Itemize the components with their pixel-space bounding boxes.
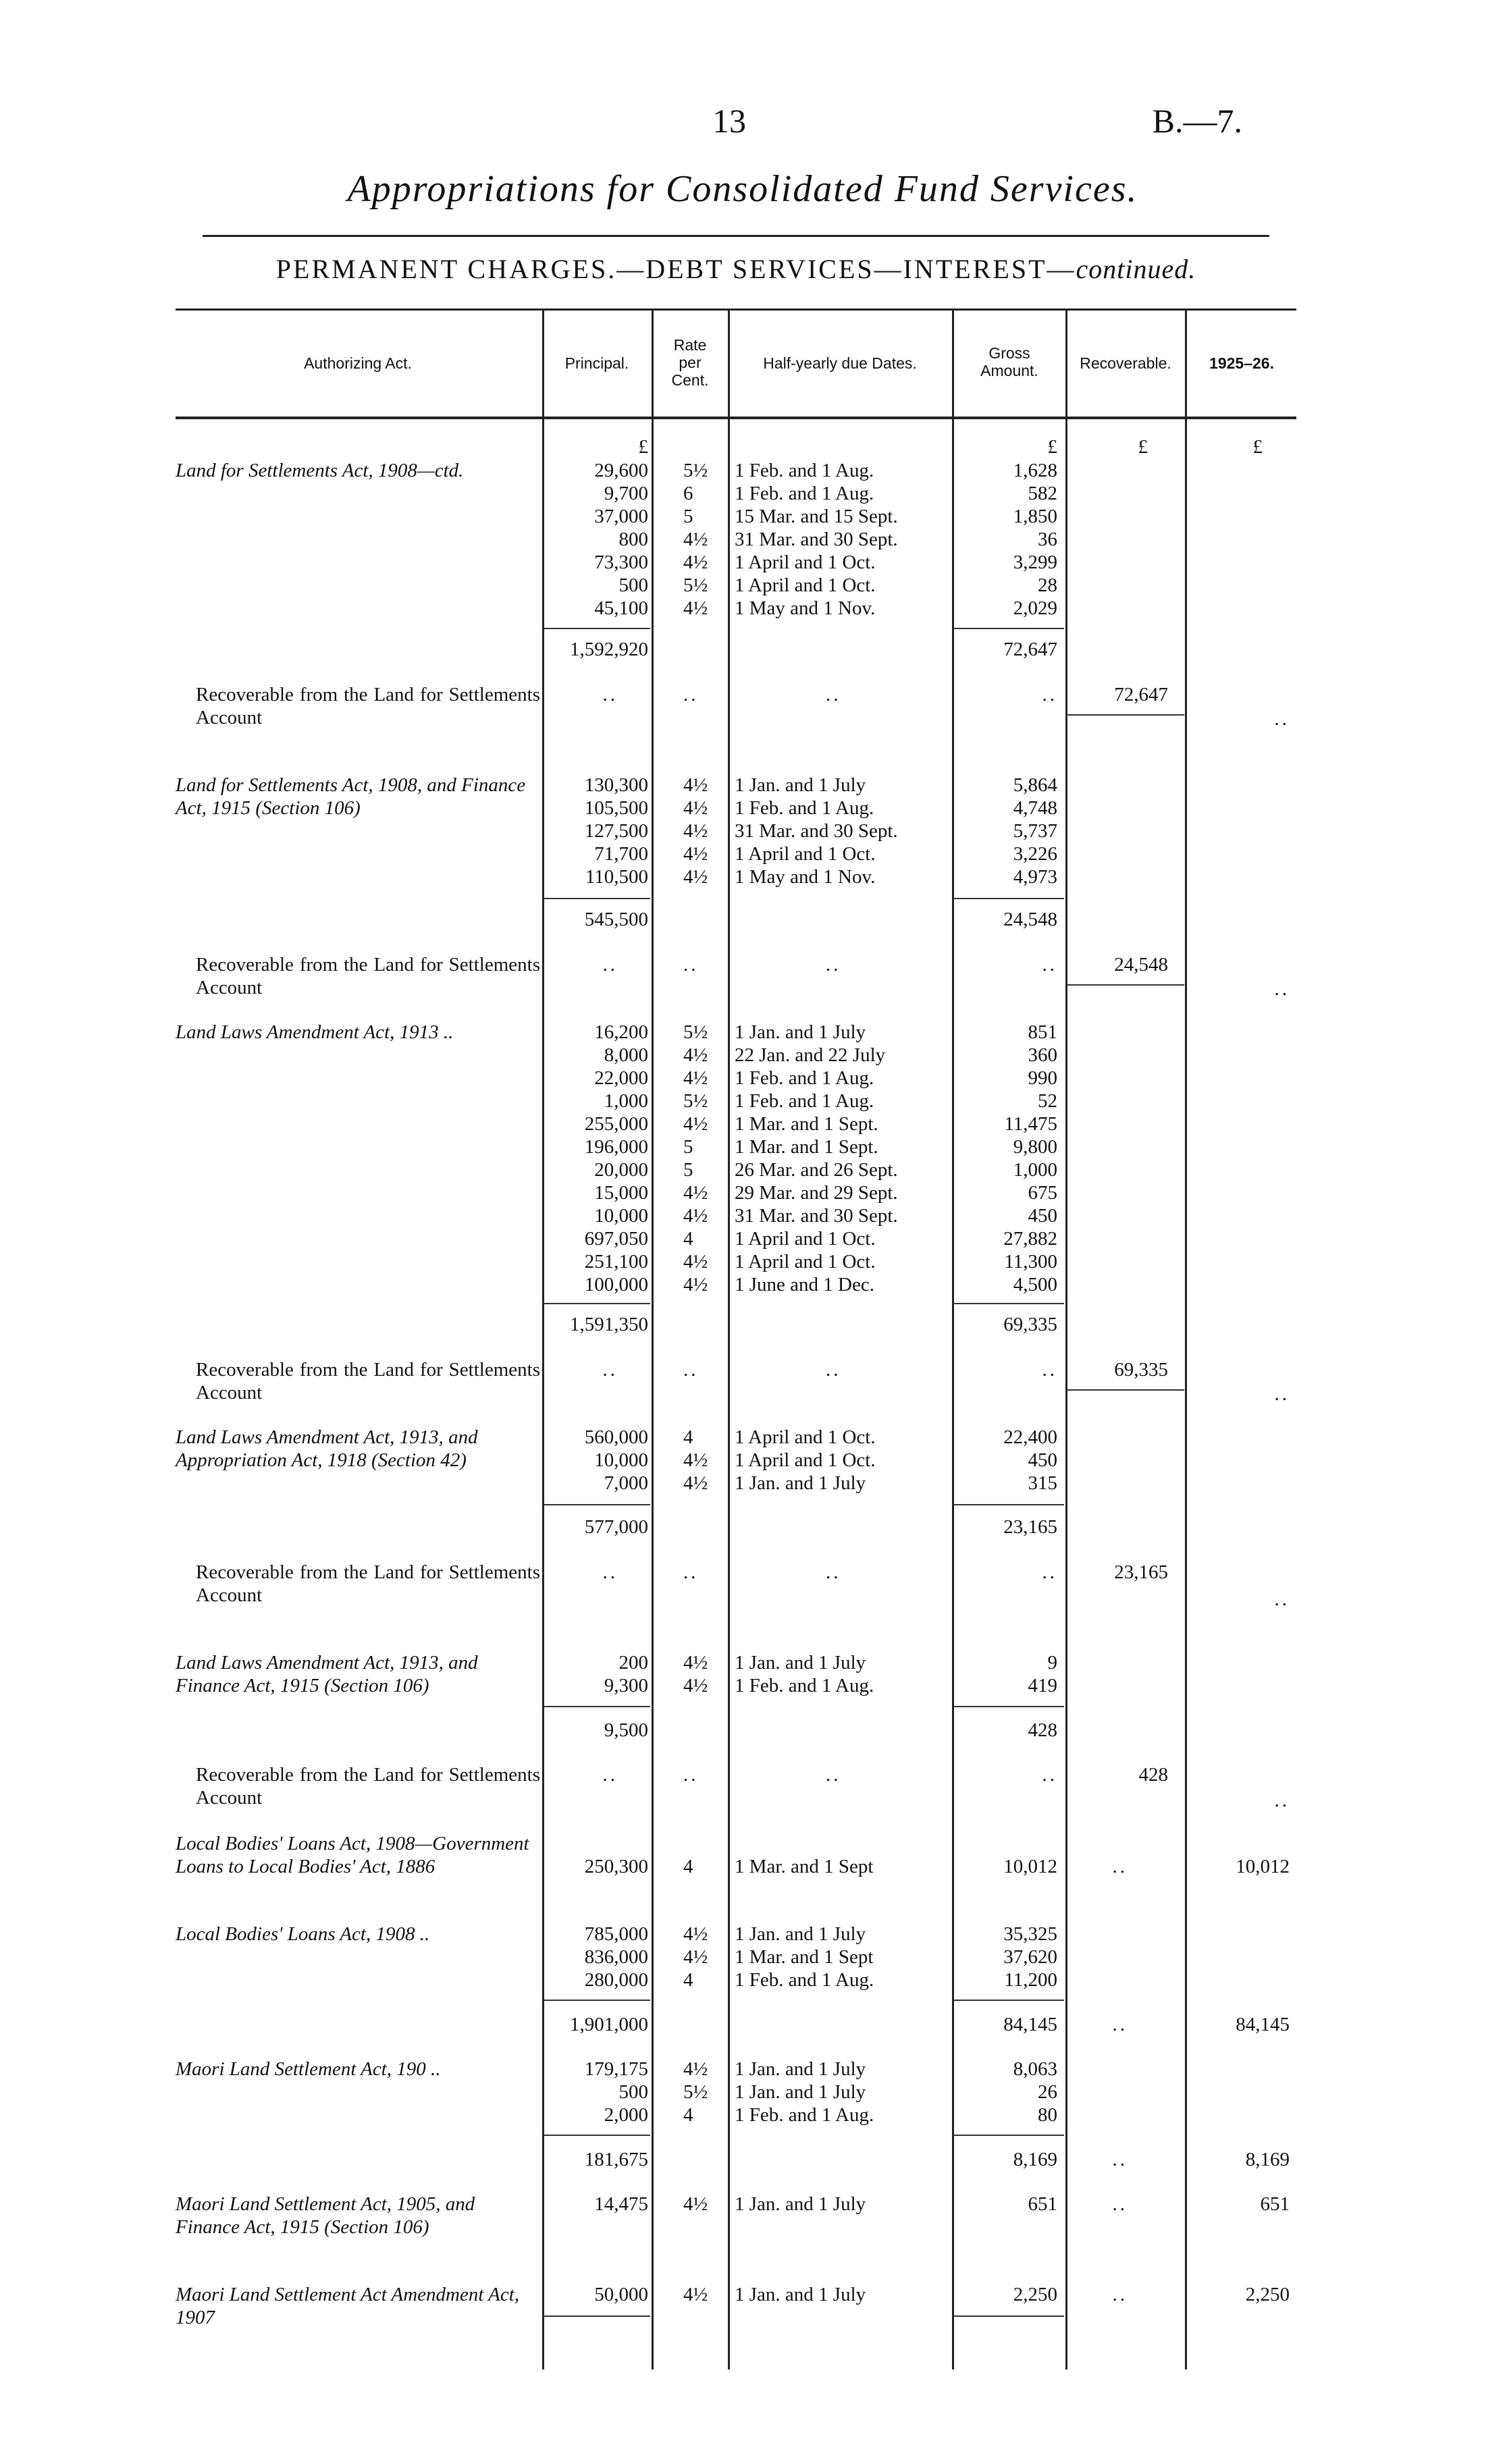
- cell-value: 15 Mar. and 15 Sept.: [735, 506, 898, 527]
- gross-value: 10,012: [1003, 1856, 1057, 1877]
- cell-value: 4½: [683, 1205, 708, 1227]
- cell-value: 9,800: [1013, 1136, 1057, 1158]
- total-rule: [953, 1706, 1064, 1707]
- cell-value: 35,325: [1003, 1923, 1057, 1945]
- section-subtitle: [189, 253, 1283, 285]
- total-rule: [544, 1504, 650, 1505]
- cell-value: 1 Jan. and 1 July: [735, 2058, 866, 2080]
- currency-principal: £: [638, 436, 648, 458]
- principal-dots: ..: [602, 954, 618, 975]
- gross-total: 8,169: [1013, 2149, 1057, 2170]
- cell-value: 1 Jan. and 1 July: [735, 1923, 866, 1945]
- recoverable-label: Recoverable from the Land for Settlements Account: [196, 1359, 540, 1403]
- column-divider: [1185, 311, 1187, 2369]
- cell-value: 4½: [683, 774, 708, 796]
- cell-value: 10,000: [594, 1205, 648, 1227]
- cell-value: 1,850: [1013, 506, 1057, 527]
- cell-value: 1 Jan. and 1 July: [735, 1472, 866, 1494]
- principal-total: 577,000: [584, 1516, 648, 1538]
- act-name: Maori Land Settlement Act Amendment Act, 1907: [176, 2284, 520, 2328]
- gross-dots: ..: [1042, 1359, 1057, 1381]
- cell-value: 1 Mar. and 1 Sept.: [735, 1136, 878, 1158]
- act-name: Local Bodies' Loans Act, 1908—Government Loans to Local Bodies' Act, 1886: [176, 1833, 529, 1877]
- cell-value: 5½: [683, 1090, 708, 1112]
- cell-value: 4½: [683, 1472, 708, 1494]
- cell-value: 29 Mar. and 29 Sept.: [735, 1182, 898, 1204]
- recoverable-amount: 428: [1138, 1764, 1168, 1786]
- cell-value: 1 Mar. and 1 Sept.: [735, 1113, 878, 1135]
- act-name: Land Laws Amendment Act, 1913, and Finance Act, 1915 (Section 106): [176, 1652, 478, 1696]
- cell-value: 5: [683, 1136, 693, 1158]
- cell-value: 5: [683, 506, 693, 527]
- col-header-recoverable: Recoverable.: [1080, 354, 1171, 372]
- cell-value: 110,500: [585, 866, 648, 888]
- col-header-principal: Principal.: [564, 354, 629, 372]
- act-name: Land for Settlements Act, 1908, and Finance Act, 1915 (Section 106): [176, 774, 526, 819]
- cell-value: 8,063: [1013, 2058, 1057, 2080]
- total-rule: [1067, 714, 1184, 716]
- cell-value: 22,000: [594, 1067, 648, 1089]
- principal-list: [544, 2058, 648, 2126]
- cell-value: 71,700: [594, 843, 648, 865]
- act-name: Land for Settlements Act, 1908—ctd.: [176, 460, 464, 481]
- cell-value: 360: [1028, 1044, 1057, 1066]
- dates-list: [735, 1426, 957, 1495]
- gross-total: 84,145: [1003, 2014, 1057, 2035]
- cell-value: 9,300: [604, 1675, 648, 1696]
- cell-value: 1 April and 1 Oct.: [735, 1251, 876, 1273]
- cell-value: 251,100: [584, 1251, 648, 1273]
- cell-value: 6: [683, 483, 693, 504]
- cell-value: 4½: [683, 1274, 708, 1295]
- cell-value: 1 Jan. and 1 July: [735, 2081, 866, 2103]
- dates-dots: ..: [826, 954, 841, 975]
- bottom-rule: [953, 2315, 1064, 2317]
- cell-value: 11,475: [1004, 1113, 1057, 1135]
- cell-value: 560,000: [584, 1426, 648, 1448]
- recoverable-dots: ..: [1112, 2284, 1128, 2305]
- total-rule: [544, 1706, 650, 1707]
- gross-list: [957, 774, 1057, 888]
- dates-dots: ..: [826, 1561, 841, 1583]
- cell-value: 785,000: [584, 1923, 648, 1945]
- rate-dots: ..: [683, 1764, 699, 1786]
- gross-dots: ..: [1042, 684, 1057, 705]
- cell-value: 15,000: [594, 1182, 648, 1204]
- cell-value: 2,000: [604, 2104, 648, 2126]
- document-reference: B.—7.: [1152, 102, 1242, 140]
- gross-total: 23,165: [1003, 1516, 1057, 1538]
- rate-value: 4½: [683, 2284, 708, 2305]
- rate-list: [683, 1923, 724, 1991]
- gross-total: 69,335: [1003, 1314, 1057, 1335]
- subtitle-continued: continued.: [1076, 254, 1196, 284]
- cell-value: 1,000: [604, 1090, 648, 1112]
- dates-value: 1 Mar. and 1 Sept: [735, 1856, 874, 1877]
- year-dots: ..: [1274, 1790, 1290, 1811]
- principal-list: [544, 459, 648, 620]
- cell-value: 10,000: [594, 1449, 648, 1471]
- total-rule: [953, 1504, 1064, 1505]
- principal-total: 1,591,350: [570, 1314, 648, 1335]
- cell-value: 45,100: [594, 597, 648, 619]
- cell-value: 500: [618, 2081, 648, 2103]
- cell-value: 1 April and 1 Oct.: [735, 1228, 876, 1250]
- recoverable-dots: ..: [1112, 2193, 1128, 2215]
- gross-list: [957, 1021, 1057, 1296]
- cell-value: 3,299: [1013, 552, 1057, 573]
- gross-list: [957, 459, 1057, 620]
- dates-list: [735, 459, 957, 620]
- recoverable-amount: 69,335: [1114, 1359, 1168, 1381]
- gross-list: [957, 1923, 1057, 1991]
- rate-dots: ..: [683, 954, 699, 975]
- gross-list: [957, 1651, 1057, 1697]
- cell-value: 9: [1047, 1652, 1057, 1673]
- principal-list: [544, 1923, 648, 1991]
- cell-value: 5½: [683, 574, 708, 596]
- cell-value: 100,000: [584, 1274, 648, 1295]
- cell-value: 28: [1038, 574, 1057, 596]
- cell-value: 4½: [683, 1652, 708, 1673]
- cell-value: 4½: [683, 866, 708, 888]
- cell-value: 1 April and 1 Oct.: [735, 1426, 876, 1448]
- cell-value: 315: [1028, 1472, 1057, 1494]
- rate-value: 4: [683, 1856, 693, 1877]
- cell-value: 5½: [683, 460, 708, 481]
- cell-value: 5,864: [1013, 774, 1057, 796]
- principal-dots: ..: [602, 1561, 618, 1583]
- act-name: Local Bodies' Loans Act, 1908 ..: [176, 1923, 430, 1945]
- column-divider: [652, 311, 654, 2369]
- recoverable-label: Recoverable from the Land for Settlements Account: [196, 1561, 540, 1606]
- cell-value: 1 Mar. and 1 Sept: [735, 1946, 874, 1968]
- rate-list: [683, 1021, 724, 1296]
- cell-value: 179,175: [584, 2058, 648, 2080]
- recoverable-amount: 23,165: [1114, 1561, 1168, 1583]
- col-header-rate: Rate per Cent.: [671, 336, 709, 389]
- cell-value: 697,050: [584, 1228, 648, 1250]
- cell-value: 1 April and 1 Oct.: [735, 843, 876, 865]
- cell-value: 1 Jan. and 1 July: [735, 1021, 866, 1043]
- rate-list: [683, 2058, 724, 2126]
- cell-value: 255,000: [584, 1113, 648, 1135]
- cell-value: 26 Mar. and 26 Sept.: [735, 1159, 898, 1181]
- cell-value: 31 Mar. and 30 Sept.: [735, 529, 898, 550]
- year-value: 10,012: [1236, 1856, 1290, 1877]
- cell-value: 22,400: [1003, 1426, 1057, 1448]
- principal-dots: ..: [602, 1764, 618, 1786]
- dates-dots: ..: [826, 1359, 841, 1381]
- cell-value: 4: [683, 2104, 693, 2126]
- recoverable-dots: ..: [1112, 2149, 1128, 2170]
- cell-value: 1 May and 1 Nov.: [735, 866, 876, 888]
- principal-total: 1,592,920: [570, 639, 648, 660]
- rate-list: [683, 774, 724, 888]
- cell-value: 1 Feb. and 1 Aug.: [735, 1067, 874, 1089]
- year-dots: ..: [1274, 1588, 1290, 1610]
- cell-value: 4: [683, 1426, 693, 1448]
- cell-value: 990: [1028, 1067, 1057, 1089]
- cell-value: 196,000: [584, 1136, 648, 1158]
- cell-value: 1,000: [1013, 1159, 1057, 1181]
- cell-value: 37,000: [594, 506, 648, 527]
- header-rule-bottom: [176, 417, 1296, 419]
- total-rule: [544, 2000, 650, 2001]
- year-value: 651: [1260, 2193, 1290, 2215]
- year-value: 2,250: [1245, 2284, 1290, 2305]
- cell-value: 20,000: [594, 1159, 648, 1181]
- year-dots: ..: [1274, 978, 1290, 1000]
- dates-list: [735, 1021, 957, 1296]
- cell-value: 4: [683, 1228, 693, 1250]
- column-divider: [728, 311, 730, 2369]
- cell-value: 1 Feb. and 1 Aug.: [735, 2104, 874, 2126]
- total-rule: [953, 2135, 1064, 2136]
- dates-list: [735, 1651, 957, 1697]
- act-name: Land Laws Amendment Act, 1913 ..: [176, 1021, 454, 1043]
- cell-value: 8,000: [604, 1044, 648, 1066]
- total-rule: [953, 898, 1064, 899]
- dates-list: [735, 1923, 957, 1991]
- cell-value: 4½: [683, 1946, 708, 1968]
- gross-total: 24,548: [1003, 909, 1057, 930]
- principal-total: 181,675: [584, 2149, 648, 2170]
- year-dots: ..: [1274, 708, 1290, 730]
- cell-value: 4½: [683, 1923, 708, 1945]
- cell-value: 4½: [683, 2058, 708, 2080]
- cell-value: 1,628: [1013, 460, 1057, 481]
- rate-list: [683, 459, 724, 620]
- total-rule: [544, 898, 650, 899]
- bottom-rule: [544, 2315, 650, 2317]
- cell-value: 4½: [683, 529, 708, 550]
- cell-value: 4½: [683, 1067, 708, 1089]
- cell-value: 4½: [683, 797, 708, 819]
- cell-value: 4½: [683, 597, 708, 619]
- gross-total: 428: [1028, 1719, 1057, 1741]
- cell-value: 1 Jan. and 1 July: [735, 1652, 866, 1673]
- cell-value: 29,600: [594, 460, 648, 481]
- col-header-dates: Half-yearly due Dates.: [763, 354, 917, 372]
- cell-value: 11,300: [1004, 1251, 1057, 1273]
- principal-total: 9,500: [604, 1719, 648, 1741]
- cell-value: 130,300: [584, 774, 648, 796]
- cell-value: 1 Feb. and 1 Aug.: [735, 483, 874, 504]
- currency-year: £: [1252, 436, 1263, 458]
- cell-value: 450: [1028, 1449, 1057, 1471]
- cell-value: 3,226: [1013, 843, 1057, 865]
- cell-value: 31 Mar. and 30 Sept.: [735, 1205, 898, 1227]
- cell-value: 1 Feb. and 1 Aug.: [735, 797, 874, 819]
- page-number: 13: [712, 102, 746, 140]
- recoverable-dots: ..: [1112, 1856, 1128, 1877]
- cell-value: 27,882: [1003, 1228, 1057, 1250]
- act-name: Land Laws Amendment Act, 1913, and Appropriation Act, 1918 (Section 42): [176, 1426, 478, 1471]
- cell-value: 4½: [683, 1182, 708, 1204]
- principal-value: 250,300: [584, 1856, 648, 1877]
- rate-dots: ..: [683, 1359, 699, 1381]
- cell-value: 1 May and 1 Nov.: [735, 597, 876, 619]
- act-name: Maori Land Settlement Act, 190 ..: [176, 2058, 441, 2080]
- cell-value: 36: [1038, 529, 1057, 550]
- gross-dots: ..: [1042, 1764, 1057, 1786]
- cell-value: 1 Feb. and 1 Aug.: [735, 1969, 874, 1991]
- col-header-act: Authorizing Act.: [304, 354, 412, 372]
- dates-list: [735, 774, 957, 888]
- rate-dots: ..: [683, 684, 699, 705]
- cell-value: 9,700: [604, 483, 648, 504]
- rate-dots: ..: [683, 1561, 699, 1583]
- total-rule: [544, 628, 650, 629]
- cell-value: 4,973: [1013, 866, 1057, 888]
- cell-value: 11,200: [1004, 1969, 1057, 1991]
- cell-value: 7,000: [604, 1472, 648, 1494]
- total-rule: [1067, 1389, 1184, 1391]
- cell-value: 52: [1038, 1090, 1057, 1112]
- header-rule-top: [176, 309, 1296, 311]
- gross-dots: ..: [1042, 954, 1057, 975]
- cell-value: 127,500: [584, 820, 648, 842]
- principal-list: [544, 1426, 648, 1495]
- cell-value: 5,737: [1013, 820, 1057, 842]
- cell-value: 4½: [683, 1449, 708, 1471]
- total-rule: [953, 2000, 1064, 2001]
- dates-list: [735, 2058, 957, 2126]
- cell-value: 280,000: [584, 1969, 648, 1991]
- recoverable-amount: 24,548: [1114, 954, 1168, 975]
- page-title: Appropriations for Consolidated Fund Services.: [347, 168, 1138, 210]
- cell-value: 1 June and 1 Dec.: [735, 1274, 874, 1295]
- cell-value: 836,000: [584, 1946, 648, 1968]
- cell-value: 31 Mar. and 30 Sept.: [735, 820, 898, 842]
- cell-value: 419: [1028, 1675, 1057, 1696]
- principal-dots: ..: [602, 684, 618, 705]
- principal-dots: ..: [602, 1359, 618, 1381]
- cell-value: 4½: [683, 1113, 708, 1135]
- cell-value: 4½: [683, 1675, 708, 1696]
- cell-value: 4½: [683, 1044, 708, 1066]
- cell-value: 851: [1028, 1021, 1057, 1043]
- dates-value: 1 Jan. and 1 July: [735, 2193, 866, 2215]
- cell-value: 200: [618, 1652, 648, 1673]
- cell-value: 4½: [683, 552, 708, 573]
- recoverable-label: Recoverable from the Land for Settlements Account: [196, 684, 540, 728]
- recoverable-label: Recoverable from the Land for Settlements Account: [196, 954, 540, 998]
- cell-value: 4½: [683, 1251, 708, 1273]
- principal-total: 545,500: [584, 909, 648, 930]
- column-divider: [1065, 311, 1067, 2369]
- cell-value: 22 Jan. and 22 July: [735, 1044, 886, 1066]
- cell-value: 1 April and 1 Oct.: [735, 1449, 876, 1471]
- cell-value: 5: [683, 1159, 693, 1181]
- cell-value: 450: [1028, 1205, 1057, 1227]
- cell-value: 37,620: [1003, 1946, 1057, 1968]
- dates-dots: ..: [826, 684, 841, 705]
- cell-value: 4½: [683, 820, 708, 842]
- cell-value: 105,500: [584, 797, 648, 819]
- cell-value: 1 Feb. and 1 Aug.: [735, 1090, 874, 1112]
- total-rule: [953, 628, 1064, 629]
- title-rule: [203, 235, 1269, 237]
- gross-value: 651: [1028, 2193, 1057, 2215]
- gross-list: [957, 2058, 1057, 2126]
- col-header-year: 1925–26.: [1209, 354, 1274, 372]
- principal-list: [544, 1021, 648, 1296]
- act-name: Maori Land Settlement Act, 1905, and Finance Act, 1915 (Section 106): [176, 2193, 475, 2238]
- principal-list: [544, 774, 648, 888]
- cell-value: 4,500: [1013, 1274, 1057, 1295]
- gross-total: 72,647: [1003, 639, 1057, 660]
- rate-list: [683, 1651, 724, 1697]
- total-rule: [544, 2135, 650, 2136]
- total-rule: [953, 1303, 1064, 1304]
- gross-value: 2,250: [1013, 2284, 1057, 2305]
- year-total: 84,145: [1236, 2014, 1290, 2035]
- principal-total: 1,901,000: [570, 2014, 648, 2035]
- principal-value: 50,000: [594, 2284, 648, 2305]
- rate-value: 4½: [683, 2193, 708, 2215]
- cell-value: 5½: [683, 1021, 708, 1043]
- cell-value: 26: [1038, 2081, 1057, 2103]
- total-rule: [1067, 984, 1184, 986]
- gross-list: [957, 1426, 1057, 1495]
- cell-value: 4: [683, 1969, 693, 1991]
- year-dots: ..: [1274, 1383, 1290, 1405]
- cell-value: 16,200: [594, 1021, 648, 1043]
- cell-value: 800: [618, 529, 648, 550]
- year-total: 8,169: [1245, 2149, 1290, 2170]
- dates-dots: ..: [826, 1764, 841, 1786]
- cell-value: 4½: [683, 843, 708, 865]
- principal-value: 14,475: [594, 2193, 648, 2215]
- cell-value: 2,029: [1013, 597, 1057, 619]
- currency-gross: £: [1047, 436, 1057, 458]
- col-header-gross: Gross Amount.: [980, 344, 1038, 379]
- cell-value: 1 April and 1 Oct.: [735, 574, 876, 596]
- cell-value: 1 Feb. and 1 Aug.: [735, 1675, 874, 1696]
- cell-value: 500: [618, 574, 648, 596]
- recoverable-label: Recoverable from the Land for Settlements Account: [196, 1764, 540, 1809]
- cell-value: 675: [1028, 1182, 1057, 1204]
- recoverable-amount: 72,647: [1114, 684, 1168, 705]
- recoverable-dots: ..: [1112, 2014, 1128, 2035]
- rate-list: [683, 1426, 724, 1495]
- cell-value: 1 April and 1 Oct.: [735, 552, 876, 573]
- subtitle-main: PERMANENT CHARGES.—DEBT SERVICES—INTEREST—: [275, 254, 1076, 284]
- total-rule: [544, 1303, 650, 1304]
- dates-value: 1 Jan. and 1 July: [735, 2284, 866, 2305]
- currency-recoverable: £: [1138, 436, 1148, 458]
- gross-dots: ..: [1042, 1561, 1057, 1583]
- cell-value: 582: [1028, 483, 1057, 504]
- cell-value: 4,748: [1013, 797, 1057, 819]
- cell-value: 80: [1038, 2104, 1057, 2126]
- cell-value: 5½: [683, 2081, 708, 2103]
- cell-value: 1 Feb. and 1 Aug.: [735, 460, 874, 481]
- principal-list: [544, 1651, 648, 1697]
- cell-value: 73,300: [594, 552, 648, 573]
- cell-value: 1 Jan. and 1 July: [735, 774, 866, 796]
